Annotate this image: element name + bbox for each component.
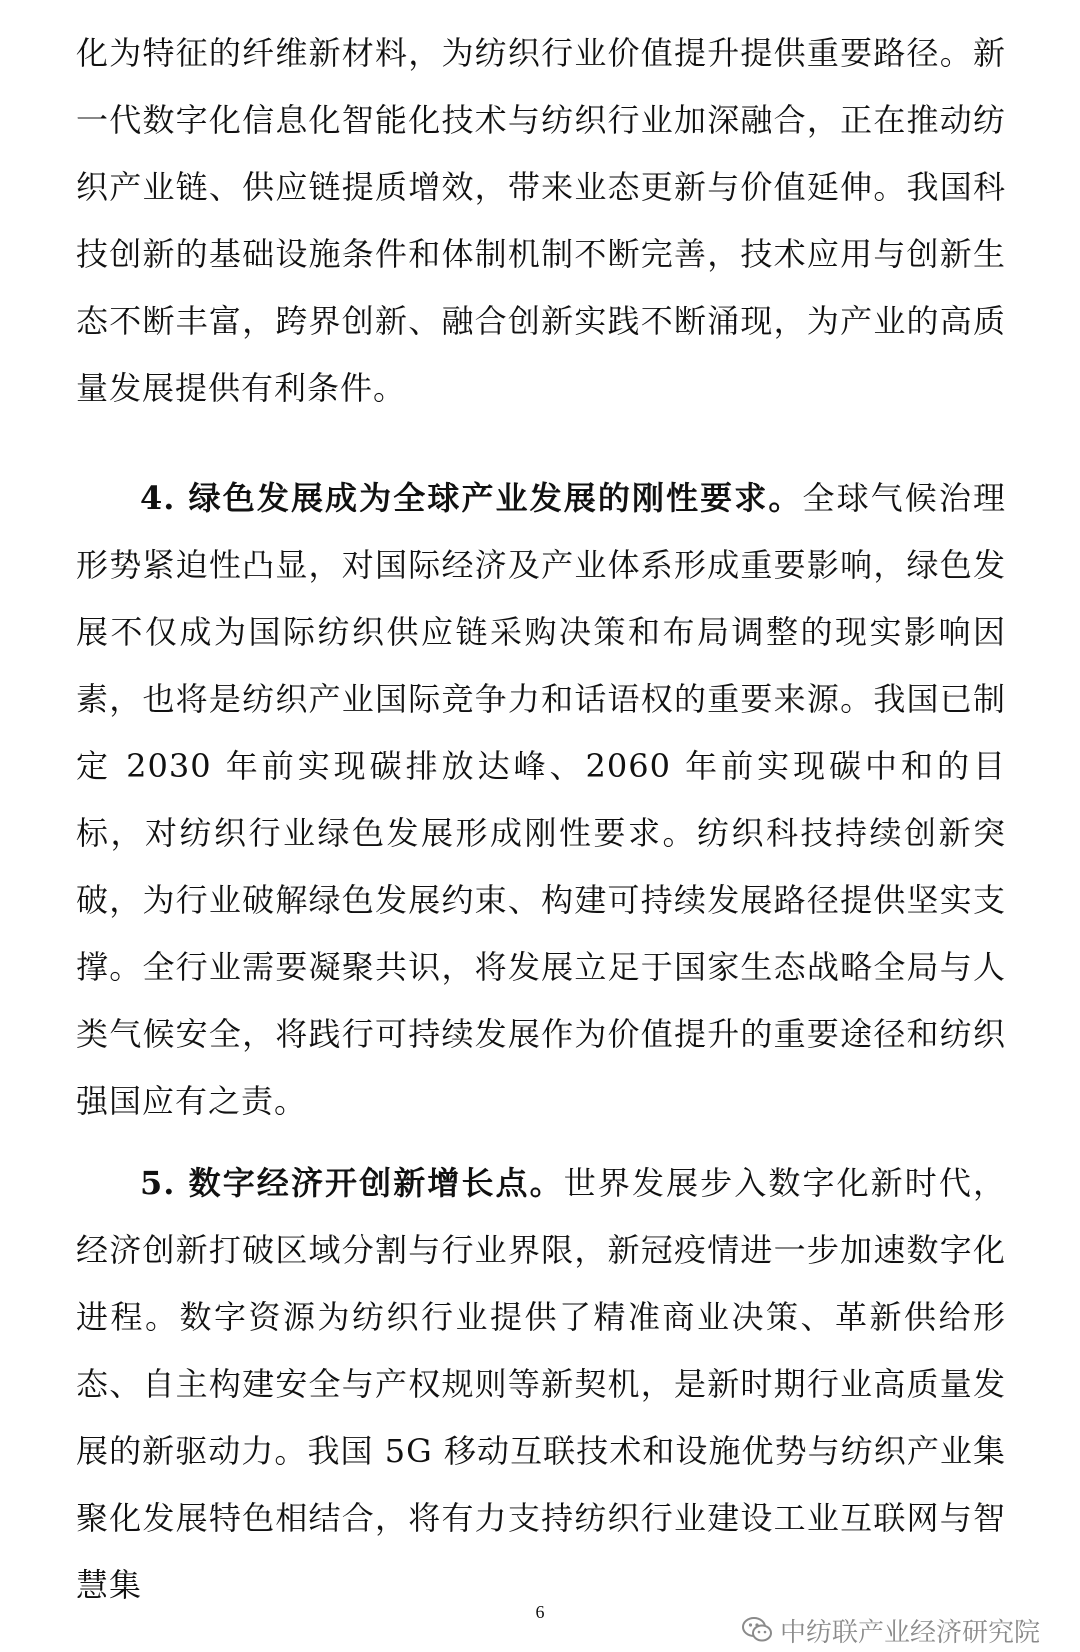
paragraph-continuation xyxy=(76,20,1006,422)
wechat-icon xyxy=(742,1617,772,1643)
page-number: 6 xyxy=(535,1602,545,1622)
watermark-text: 中纺联产业经济研究院 xyxy=(780,1617,1041,1648)
paragraph-body: 全球气候治理形势紧迫性凸显，对国际经济及产业体系形成重要影响，绿色发展不仅成为国际纺织供应链采购决策和布局调整的现实影响因素，也将是纺织产业国际竞争力和话语权的重要来源。我国已制定 2030 年前实现碳排放达峰、2060 年前实现碳中和的目标，对纺织行业绿色发展形成刚性要求。纺织科技持续创新突破，为行业破解绿色发展约束、构建可持续发展路径提供坚实支撑。全行业需要凝聚共识，将发展立足于国家生态战略全局与人类气候安全，将践行可持续发展作为价值提升的重要途径和纺织强国应有之责。 xyxy=(76,479,1006,1120)
paragraph-heading: 5. 数字经济开创新增长点。 xyxy=(140,1164,564,1202)
watermark xyxy=(742,1612,1040,1648)
paragraph-text xyxy=(76,465,1006,1135)
paragraph-text xyxy=(76,1150,1006,1619)
paragraph-text: 化为特征的纤维新材料，为纺织行业价值提升提供重要路径。新一代数字化信息化智能化技术与纺织行业加深融合，正在推动纺织产业链、供应链提质增效，带来业态更新与价值延伸。我国科技创新的基础设施条件和体制机制不断完善，技术应用与创新生态不断丰富，跨界创新、融合创新实践不断涌现，为产业的高质量发展提供有利条件。 xyxy=(76,34,1006,407)
paragraph-green-development xyxy=(76,465,1006,1135)
paragraph-digital-economy xyxy=(76,1150,1006,1619)
paragraph-heading: 4. 绿色发展成为全球产业发展的刚性要求。 xyxy=(140,479,803,517)
paragraph-body: 世界发展步入数字化新时代，经济创新打破区域分割与行业界限，新冠疫情进一步加速数字化进程。数字资源为纺织行业提供了精准商业决策、革新供给形态、自主构建安全与产权规则等新契机，是新时期行业高质量发展的新驱动力。我国 5G 移动互联技术和设施优势与纺织产业集聚化发展特色相结合，将有力支持纺织行业建设工业互联网与智慧集 xyxy=(76,1164,1006,1604)
